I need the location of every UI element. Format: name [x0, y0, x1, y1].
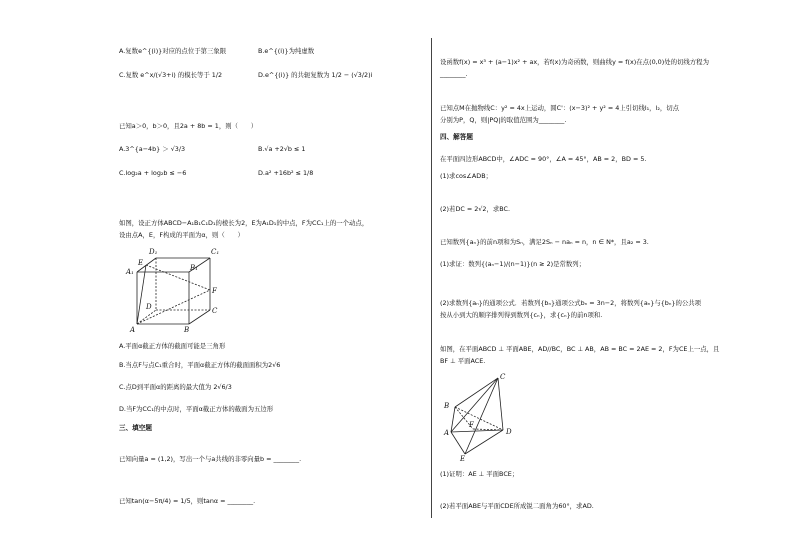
question-sequence-part2-line2: 按从小到大的顺序排列得到数列{cₙ}，求{cₙ}的前n项和. — [440, 311, 603, 319]
solid-label: B — [444, 402, 450, 410]
option-a-complex: A.复数e^{(i)}对应的点位于第三象限 — [119, 47, 227, 55]
fill-question-parabola-line2: 分别为P，Q，则|PQ|的取值范围为________. — [440, 116, 567, 124]
solid-label: F — [469, 421, 474, 429]
cube-label: B — [184, 326, 190, 334]
question-solid-line1: 如图，在平面ABCD ⊥ 平面ABE，AD//BC，BC ⊥ AB，AB = BC = 2AE = 2，F为CE上一点，且 — [440, 345, 720, 353]
cube-label: D₁ — [149, 248, 158, 256]
question-cube-line1: 如图，设正方体ABCD−A₁B₁C₁D₁的棱长为2，E为A₁D₁的中点，F为CC₁上的一个动点， — [119, 219, 369, 227]
question-quadrilateral: 在平面四边形ABCD中，∠ADC = 90°，∠A = 45°，AB = 2，BD = 5. — [440, 155, 647, 163]
question-quadrilateral-part2: (2)若DC = 2√2，求BC. — [440, 205, 510, 213]
question-sequence: 已知数列{aₙ}的前n项和为Sₙ，满足2Sₙ − naₙ = n，n ∈ N*，且a₂ = 3. — [440, 238, 649, 246]
question-cube-line2: 设由点A，E，F构成的平面为α，则（ ） — [119, 231, 244, 239]
option-d-cube: D.当F为CC₁的中点时，平面α截正方体的截面为五边形 — [119, 405, 274, 413]
option-c-complex: C.复数 e^x/(√3+i) 的模长等于 1/2 — [119, 71, 223, 79]
option-b-inequality: B.√a +2√b ≤ 1 — [258, 145, 306, 153]
fill-question-parabola-line1: 已知点M在抛物线C：y² = 4x上运动，圆C'：(x−3)² + y² = 4上引切线l₁，l₂，切点 — [440, 104, 680, 112]
option-c-inequality: C.log₂a + log₂b ≤ −6 — [119, 169, 187, 177]
cube-label: C₁ — [211, 248, 220, 256]
option-d-inequality: D.a² +16b² ≤ 1/8 — [258, 169, 314, 177]
solid-label: D — [506, 428, 512, 436]
fill-question-odd-function-line2: ________. — [440, 70, 468, 78]
solid-label: C — [500, 373, 506, 381]
fill-question-odd-function-line1: 设函数f(x) = x³ + (a−1)x² + ax，若f(x)为奇函数，则曲线y = f(x)在点(0,0)处的切线方程为 — [440, 58, 709, 66]
question-inequality: 已知a＞0，b＞0，且2a + 8b = 1，则（ ） — [119, 122, 258, 130]
cube-figure — [120, 244, 220, 334]
option-c-cube: C.点D到平面α的距离的最大值为 2√6/3 — [119, 383, 232, 391]
option-a-inequality: A.3^{a−4b} ＞ √3/3 — [119, 145, 186, 153]
option-d-complex: D.e^{(i)} 的共轭复数为 1/2 − (√3/2)i — [258, 71, 373, 79]
option-a-cube: A.平面α截正方体的截面可能是三角形 — [119, 342, 226, 350]
question-sequence-part1: (1)求证：数列{(aₙ−1)/(n−1)}(n ≥ 2)是常数列； — [440, 260, 586, 268]
option-b-complex: B.e^{(i)}为纯虚数 — [258, 47, 315, 55]
question-solid-part1: (1)证明：AE ⊥ 平面BCE； — [440, 470, 519, 478]
cube-label: C — [212, 307, 218, 315]
fill-question-tangent: 已知tan(α−5π/4) = 1/5，则tanα = ________. — [119, 497, 256, 505]
question-solid-line2: BF ⊥ 平面ACE. — [440, 357, 486, 365]
cube-label: F — [212, 287, 217, 295]
question-solid-part2: (2)若平面ABE与平面CDE所成锐二面角为60°，求AD. — [440, 502, 594, 510]
cube-label: A — [130, 326, 136, 334]
cube-label: E — [138, 259, 144, 267]
solid-label: A — [444, 429, 450, 437]
section-answer-heading: 四、解答题 — [440, 133, 473, 141]
solid-figure — [443, 372, 523, 462]
question-sequence-part2-line1: (2)求数列{aₙ}的通项公式．若数列{bₙ}通项公式bₙ = 3n−2，将数列{aₙ}与{bₙ}的公共项 — [440, 299, 702, 307]
cube-label: B₁ — [190, 264, 198, 272]
solid-label: E — [460, 455, 466, 462]
option-b-cube: B.当点F与点C₁重合时，平面α截正方体的截面面积为2√6 — [119, 361, 281, 369]
question-quadrilateral-part1: (1)求cos∠ADB； — [440, 172, 492, 180]
cube-label: A₁ — [126, 268, 134, 276]
section-fill-blank-heading: 三、填空题 — [119, 424, 152, 432]
fill-question-vector: 已知向量a = (1,2)，写出一个与a共线的非零向量b = ________. — [119, 455, 302, 463]
cube-label: D — [146, 303, 152, 311]
column-divider — [431, 38, 432, 518]
